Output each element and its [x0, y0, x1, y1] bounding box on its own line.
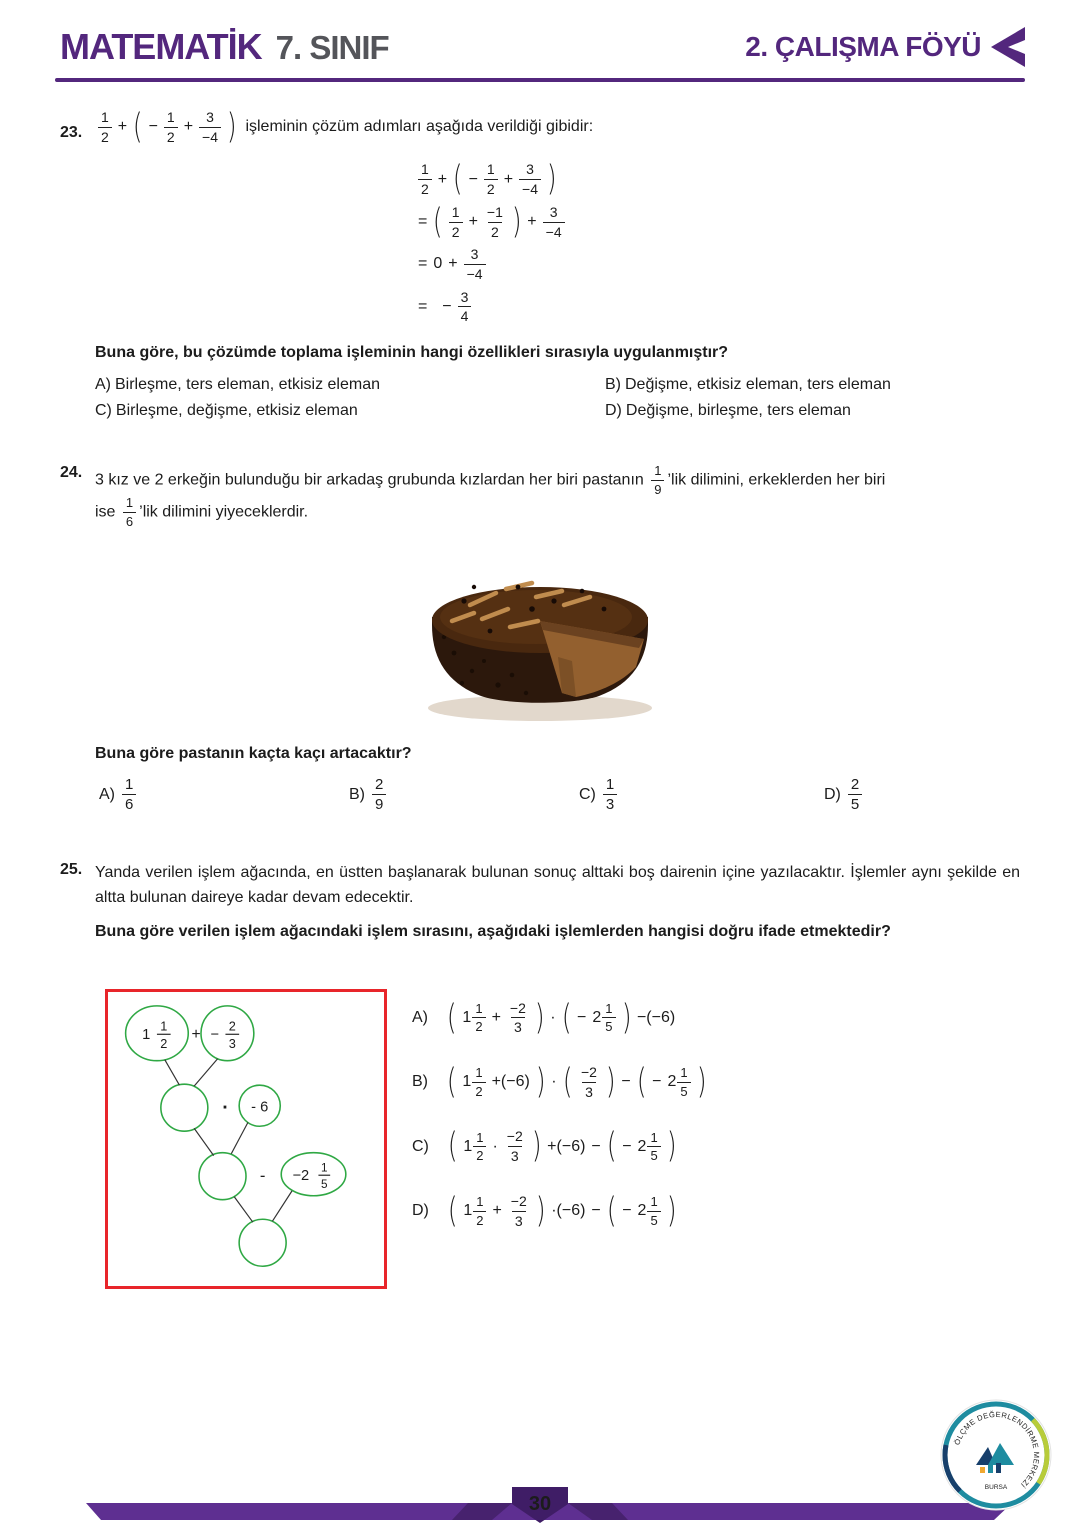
question-24-question: Buna göre pastanın kaçta kaçı artacaktır?: [95, 744, 412, 762]
booklet-label: 2. ÇALIŞMA FÖYÜ: [745, 31, 981, 62]
question-24-options: [95, 777, 1020, 814]
option-text: Değişme, etkisiz eleman, ters eleman: [625, 375, 891, 393]
logo-city-text: BURSA: [984, 1484, 1008, 1491]
question-23: [0, 107, 1080, 420]
tree-op-minus: -: [259, 1165, 266, 1185]
solution-step-3: = 0 + $\frac{3}{-4}$: [415, 247, 1020, 281]
question-25-question: Buna göre verilen işlem ağacındaki işlem sırasını, aşağıdaki işlemlerden hangisi doğru ifade etmektedir?: [95, 922, 891, 940]
tree-node-4: [281, 1152, 346, 1195]
option-25-a-expression: ( 1 $\frac{1}{2}$ + $\frac{-2}{3}$ ) · ( − 2 $\frac{1}{5}$ ) −(−6): [446, 997, 676, 1038]
option-text: Birleşme, değişme, etkisiz eleman: [115, 401, 358, 419]
option-25-d-expression: ( 1 $\frac{1}{2}$ + $\frac{-2}{3}$ ) ·(−6) − ( − 2 $\frac{1}{5}$ ): [447, 1190, 677, 1231]
question-25-options: [412, 989, 709, 1229]
tree-node-3-value: - 6: [251, 1099, 269, 1116]
fraction-one-sixth: $\frac{1}{6}$: [123, 496, 136, 528]
svg-text:2: 2: [228, 1017, 236, 1033]
operation-tree-box: [105, 989, 387, 1289]
header-left: [60, 26, 389, 68]
tree-op-plus: +: [191, 1025, 201, 1043]
question-25-text: Yanda verilen işlem ağacında, en üstten başlanarak bulunan sonuç alttaki boş dairenin içine yazılacaktır. İşlemler aynı şekilde en altta bulunan daireye kadar devam edecektir.: [95, 864, 1020, 906]
option-25-c-expression: ( 1 $\frac{1}{2}$ · $\frac{-2}{3}$ ) +(−6) − ( − 2 $\frac{1}{5}$ ): [447, 1126, 677, 1167]
tree-node-1-whole: 1: [142, 1026, 151, 1043]
option-text: Değişme, birleşme, ters eleman: [625, 401, 851, 419]
option-25-c: C) ( 1 $\frac{1}{2}$ · $\frac{-2}{3}$ ) +(−6) − ( − 2 $\frac{1}{5}$ ): [412, 1129, 709, 1163]
question-24-text: 3 kız ve 2 erkeğin bulunduğu bir arkadaş grubunda kızlardan her biri pastanın $\frac{1}{9}$ ’lik dilimini, erkeklerden her biri ise $\frac{1}{6}$ ’lik dilimini yiyeceklerdir.: [95, 462, 886, 529]
option-label: D): [605, 401, 622, 419]
svg-text:5: 5: [321, 1177, 328, 1191]
option-25-d: D) ( 1 $\frac{1}{2}$ + $\frac{-2}{3}$ ) ·(−6) − ( − 2 $\frac{1}{5}$ ): [412, 1194, 709, 1228]
tree-op-multiply: ·: [222, 1096, 229, 1119]
option-23-a: [95, 376, 605, 394]
logo-ring-text: ÖLÇME DEĞERLENDİRME MERKEZİ: [952, 1409, 1042, 1490]
option-24-c: C) $\frac{1}{3}$: [579, 777, 820, 814]
question-24-number: 24.: [60, 463, 83, 481]
tree-result-circle-2: [199, 1152, 246, 1199]
header-right: [745, 27, 1025, 67]
question-24: [0, 464, 1080, 813]
option-25-b: B) ( 1 $\frac{1}{2}$ +(−6) ) · ( $\frac{-2}{3}$ ) − ( − 2 $\frac{1}{5}$ ): [412, 1065, 709, 1099]
question-23-options: [95, 376, 1020, 420]
svg-text:2: 2: [160, 1035, 168, 1051]
header-divider: [55, 78, 1025, 82]
omd-logo: [938, 1397, 1054, 1513]
option-label: C): [95, 401, 112, 419]
grade-label: 7. SINIF: [275, 29, 389, 66]
option-text: Birleşme, ters eleman, etkisiz eleman: [115, 375, 380, 393]
option-label: B): [605, 375, 621, 393]
left-arrow-icon: [991, 27, 1025, 67]
option-24-d: D) $\frac{2}{5}$: [824, 777, 1020, 814]
tree-result-circle-1: [161, 1084, 208, 1131]
question-23-intro: [95, 107, 1020, 147]
svg-text:3: 3: [228, 1035, 236, 1051]
tree-node-2: [201, 1006, 254, 1061]
footer-ribbon: [0, 1479, 1080, 1527]
page-number: 30: [528, 1493, 552, 1515]
option-23-b: [605, 376, 1020, 394]
solution-steps: [415, 159, 1020, 325]
cake-illustration: [414, 543, 666, 725]
option-23-c: [95, 402, 605, 420]
option-25-b-expression: ( 1 $\frac{1}{2}$ +(−6) ) · ( $\frac{-2}{3}$ ) − ( − 2 $\frac{1}{5}$ ): [446, 1062, 707, 1103]
svg-text:−: −: [210, 1026, 219, 1043]
page-header: [0, 0, 1080, 68]
svg-text:1: 1: [160, 1017, 168, 1033]
fraction-one-ninth: $\frac{1}{9}$: [651, 464, 664, 496]
solution-step-2: = ( $\frac{1}{2}$ + $\frac{-1}{2}$ ) + $\frac{3}{-4}$: [415, 205, 1020, 239]
tree-node-1: [126, 1006, 189, 1061]
cake-photo-wrap: [60, 543, 1020, 725]
tree-result-circle-3: [239, 1219, 286, 1266]
svg-text:1: 1: [321, 1160, 328, 1174]
question-23-question: Buna göre, bu çözümde toplama işleminin hangi özellikleri sırasıyla uygulanmıştır?: [95, 343, 729, 361]
svg-text:−2: −2: [292, 1167, 310, 1184]
solution-step-1: $\frac{1}{2}$ + ( − $\frac{1}{2}$ + $\frac{3}{-4}$ ): [415, 162, 1020, 196]
question-23-number: 23.: [60, 124, 83, 141]
question-25: [0, 861, 1080, 1289]
option-24-a: A) $\frac{1}{6}$: [99, 777, 345, 814]
option-25-a: A) ( 1 $\frac{1}{2}$ + $\frac{-2}{3}$ ) · ( − 2 $\frac{1}{5}$ ) −(−6): [412, 1001, 709, 1035]
subject-title: MATEMATİK: [60, 26, 262, 67]
operation-tree: [108, 992, 384, 1286]
question-23-intro-text: işleminin çözüm adımları aşağıda verildiği gibidir:: [245, 117, 594, 135]
solution-step-4: = − $\frac{3}{4}$: [415, 290, 1020, 324]
option-label: A): [95, 375, 111, 393]
question-23-expression: $\frac{1}{2}$ + ( − $\frac{1}{2}$ + $\frac{3}{-4}$ ): [95, 110, 239, 144]
option-23-d: [605, 402, 1020, 420]
option-24-b: B) $\frac{2}{9}$: [349, 777, 575, 814]
question-25-number: 25.: [60, 861, 83, 879]
